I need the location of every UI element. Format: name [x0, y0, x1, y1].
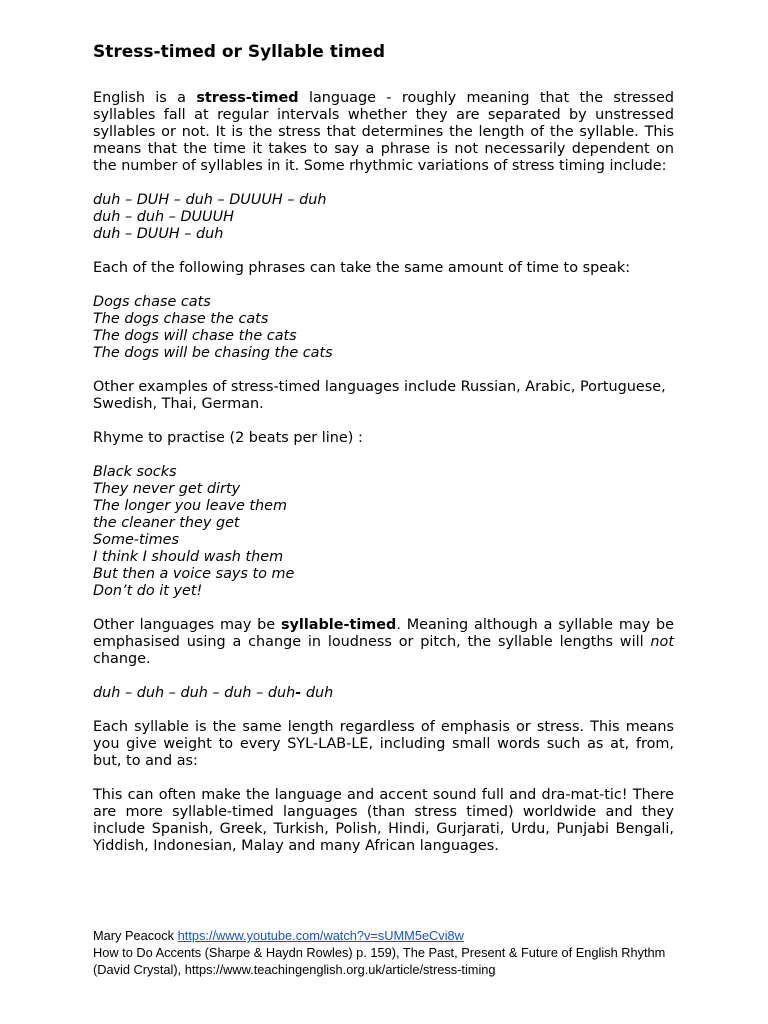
references-footer	[93, 927, 693, 978]
rhyme-verse	[93, 464, 674, 600]
rhyme-line: But then a voice says to me	[93, 566, 295, 582]
closing-paragraph: This can often make the language and accent sound full and dra-mat-tic! There are more syllable-timed languages (than stress timed) worldwide and they include Spanish, Greek, Turkish, Polish, Hindi, Gurjarati, Urdu, Punjabi Bengali, Yiddish, Indonesian, Malay and many African languages.	[93, 787, 674, 854]
phrase-line: The dogs will be chasing the cats	[93, 345, 333, 361]
phrase-line: The dogs will chase the cats	[93, 328, 297, 344]
references-text: How to Do Accents (Sharpe & Haydn Rowles) p. 159), The Past, Present & Future of English Rhythm (David Crystal), https://www.teachingenglish.org.uk/article/stress-timing	[93, 945, 666, 977]
rhyme-line: The longer you leave them	[93, 498, 288, 514]
each-syllable-paragraph: Each syllable is the same length regardless of emphasis or stress. This means you give weight to every SYL-LAB-LE, including small words such as at, from, but, to and as:	[93, 719, 674, 769]
rhyme-line: I think I should wash them	[93, 549, 284, 565]
phrase-line: Dogs chase cats	[93, 294, 211, 310]
rhyme-line: Don’t do it yet!	[93, 583, 203, 599]
document-title: Stress-timed or Syllable timed	[93, 42, 386, 62]
rhyme-line: Some-times	[93, 532, 180, 548]
syllable-timed-paragraph: Other languages may be syllable-timed. Meaning although a syllable may be emphasised using a change in loudness or pitch, the syllable lengths will not change.	[93, 617, 674, 667]
rhyme-line: Black socks	[93, 464, 177, 480]
rhyme-intro: Rhyme to practise (2 beats per line) :	[93, 430, 363, 446]
stress-rhythm-examples	[93, 192, 674, 243]
rhyme-line: the cleaner they get	[93, 515, 240, 531]
phrases-intro: Each of the following phrases can take the same amount of time to speak:	[93, 260, 631, 276]
rhythm-line: duh – DUUH – duh	[93, 226, 224, 242]
syllable-rhythm-example: duh – duh – duh – duh – duh- duh	[93, 685, 334, 701]
phrase-line: The dogs chase the cats	[93, 311, 269, 327]
other-stress-languages: Other examples of stress-timed languages include Russian, Arabic, Portuguese, Swedish, Thai, German.	[93, 379, 666, 412]
document-body	[93, 40, 674, 872]
youtube-link[interactable]: https://www.youtube.com/watch?v=sUMM5eCvi8w	[177, 928, 464, 943]
intro-paragraph: English is a stress-timed language - roughly meaning that the stressed syllables fall at regular intervals whether they are separated by unstressed syllables or not. It is the stress that determines the length of the syllable. This means that the time it takes to say a phrase is not necessarily dependent on the number of syllables in it. Some rhythmic variations of stress timing include:	[93, 90, 675, 174]
rhyme-line: They never get dirty	[93, 481, 241, 497]
rhythm-line: duh – DUH – duh – DUUUH – duh	[93, 192, 327, 208]
phrase-examples	[93, 294, 674, 362]
author-line: Mary Peacock https://www.youtube.com/watch?v=sUMM5eCvi8w	[93, 928, 464, 943]
rhythm-line: duh – duh – DUUUH	[93, 209, 234, 225]
